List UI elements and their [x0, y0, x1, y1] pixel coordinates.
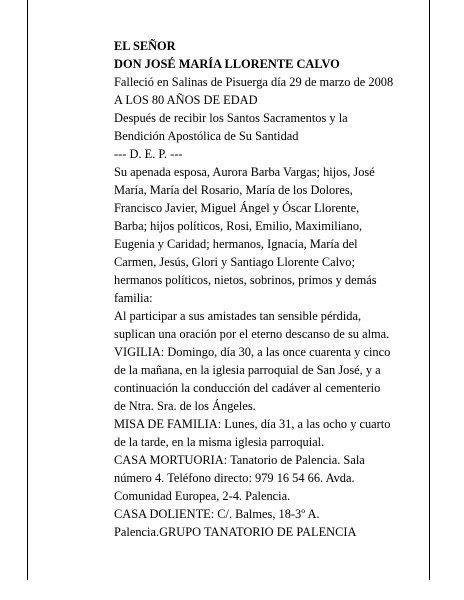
family-line: hermanos políticos, nietos, sobrinos, primos y demás — [114, 273, 377, 287]
family-line: familia: — [114, 291, 153, 305]
mass-paragraph — [114, 415, 426, 451]
mortuary-line: número 4. Teléfono directo: 979 16 54 66. Avda. — [114, 471, 355, 485]
obituary-notice — [114, 37, 426, 541]
mortuary-line: CASA MORTUORIA: Tanatorio de Palencia. Sala — [114, 453, 365, 467]
dep-line: --- D. E. P. --- — [114, 147, 183, 161]
family-line: Su apenada esposa, Aurora Barba Vargas; hijos, José — [114, 165, 375, 179]
sacraments-line-1: Después de recibir los Santos Sacramentos y la — [114, 111, 348, 125]
mourning-line: Palencia.GRUPO TANATORIO DE PALENCIA — [114, 525, 357, 539]
mourning-line: CASA DOLIENTE: C/. Balmes, 18-3º A. — [114, 507, 320, 521]
request-line: Al participar a sus amistades tan sensible pérdida, — [114, 309, 362, 323]
left-border-line — [27, 0, 28, 580]
family-line: Eugenia y Caridad; hermanos, Ignacia, María del — [114, 237, 358, 251]
family-line: Francisco Javier, Miguel Ángel y Óscar Llorente, — [114, 201, 360, 215]
vigil-line: VIGILIA: Domingo, día 30, a las once cuarenta y cinco — [114, 345, 391, 359]
request-paragraph — [114, 307, 426, 343]
right-border-line — [429, 0, 430, 580]
request-line: suplican una oración por el eterno descanso de su alma. — [114, 327, 390, 341]
death-info: Falleció en Salinas de Pisuerga día 29 de marzo de 2008 — [114, 75, 394, 89]
age-line: A LOS 80 AÑOS DE EDAD — [114, 93, 258, 107]
family-line: Barba; hijos políticos, Rosi, Emilio, Maximiliano, — [114, 219, 363, 233]
mass-line: de la tarde, en la misma iglesia parroquial. — [114, 435, 325, 449]
family-line: María, María del Rosario, María de los Dolores, — [114, 183, 353, 197]
honorific: EL SEÑOR — [114, 39, 176, 53]
sacraments-line-2: Bendición Apostólica de Su Santidad — [114, 129, 299, 143]
mortuary-paragraph — [114, 451, 426, 505]
vigil-paragraph — [114, 343, 426, 415]
mass-line: MISA DE FAMILIA: Lunes, día 31, a las ocho y cuarto — [114, 417, 391, 431]
mortuary-line: Comunidad Europea, 2-4. Palencia. — [114, 489, 291, 503]
vigil-line: continuación la conducción del cadáver al cementerio — [114, 381, 381, 395]
family-paragraph — [114, 163, 426, 307]
vigil-line: de la mañana, en la iglesia parroquial de San José, y a — [114, 363, 381, 377]
deceased-name: DON JOSÉ MARÍA LLORENTE CALVO — [114, 57, 340, 71]
family-line: Carmen, Jesús, Glori y Santiago Llorente Calvo; — [114, 255, 355, 269]
vigil-line: de Ntra. Sra. de los Ángeles. — [114, 399, 256, 413]
mourning-house-paragraph — [114, 505, 426, 541]
